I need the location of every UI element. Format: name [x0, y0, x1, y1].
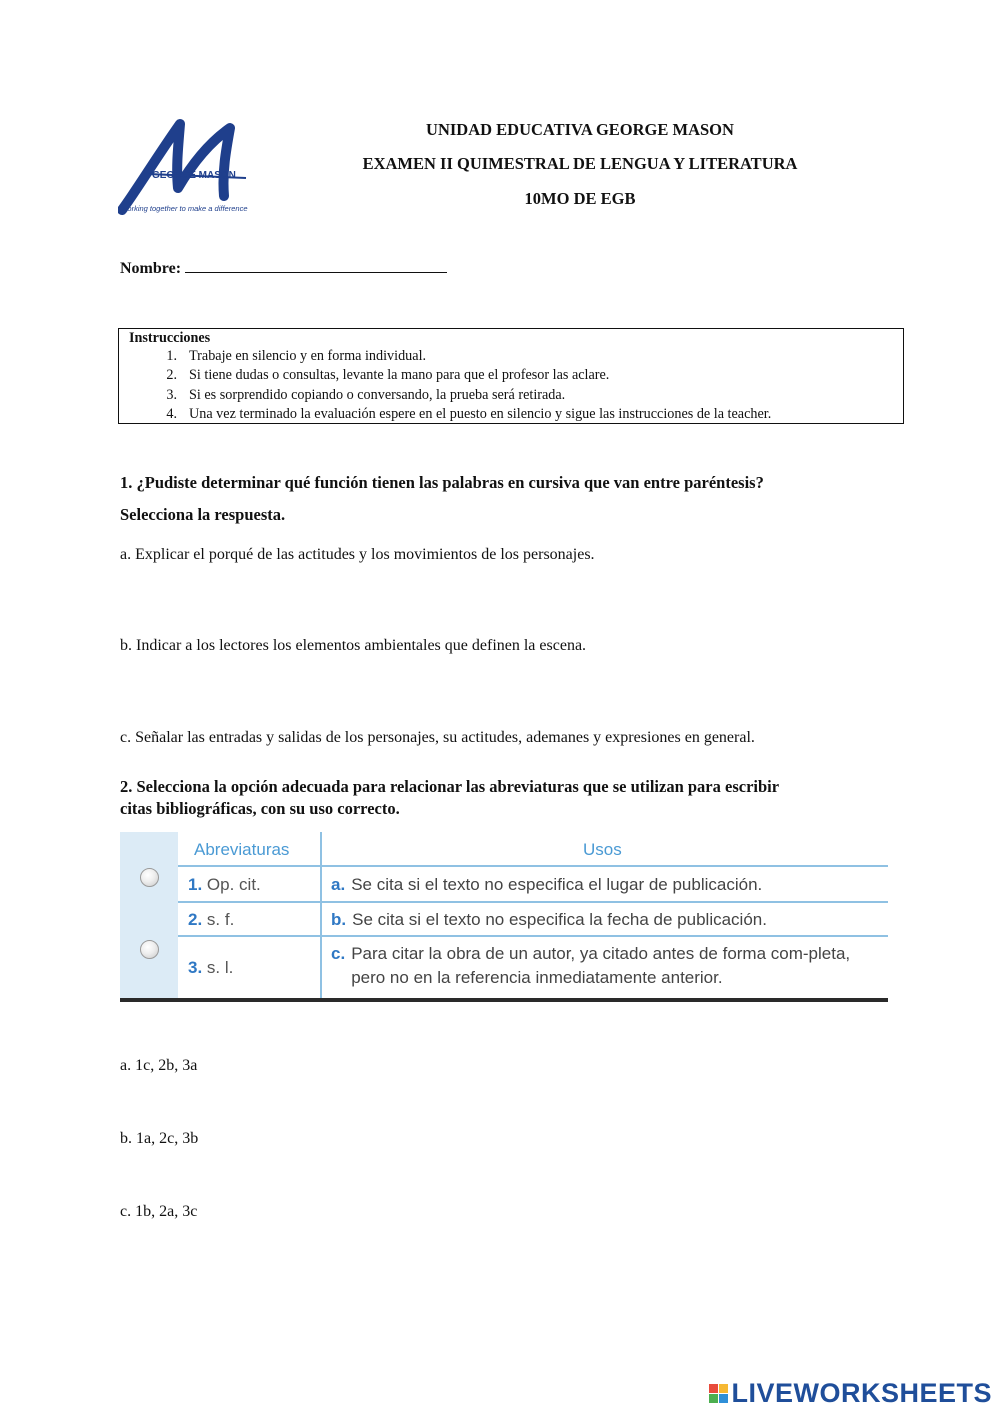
- instructions-title: Instrucciones: [129, 330, 211, 346]
- table-row-abbr: 2. s. f.: [188, 910, 235, 929]
- table-row-use: a. Se cita si el texto no especifica el lugar de publicación.: [331, 875, 763, 894]
- question-1-option-a[interactable]: a. Explicar el porqué de las actitudes y los movimientos de los personajes.: [120, 546, 595, 563]
- table-row-use: c. Para citar la obra de un autor, ya citado antes de forma com-pleta, pero no en la referencia inmediatamente anterior.: [331, 944, 851, 987]
- table-bottom-rule: [120, 998, 888, 1002]
- brand-text: LIVEWORKSHEETS: [731, 1378, 992, 1408]
- question-1-instruction: Selecciona la respuesta.: [120, 505, 286, 524]
- table-divider: [178, 865, 888, 867]
- table-row-abbr: 1. Op. cit.: [188, 875, 261, 894]
- brand-square: [719, 1384, 728, 1393]
- logo-name: GEORGE MASON: [152, 170, 236, 181]
- school-logo-mark: [118, 118, 278, 218]
- table-row-use: b. Se cita si el texto no especifica la fecha de publicación.: [331, 910, 767, 929]
- question-1-text: 1. ¿Pudiste determinar qué función tienen las palabras en cursiva que van entre paréntesis?: [120, 473, 764, 492]
- logo-tagline: working together to make a difference: [122, 204, 248, 213]
- school-logo: [118, 118, 278, 218]
- instruction-item: 1. Trabaje en silencio y en forma individual.: [166, 348, 427, 364]
- instruction-item: 2. Si tiene dudas o consultas, levante la mano para que el profesor las aclare.: [166, 367, 610, 384]
- brand-square: [719, 1394, 728, 1403]
- liveworksheets-brand: [709, 1378, 992, 1409]
- instructions-box: [118, 328, 904, 424]
- question-2-text: 2. Selecciona la opción adecuada para relacionar las abreviaturas que se utilizan para escribir: [120, 777, 780, 796]
- question-1-option-b[interactable]: b. Indicar a los lectores los elementos ambientales que definen la escena.: [120, 637, 587, 654]
- exam-title: EXAMEN II QUIMESTRAL DE LENGUA Y LITERATURA: [362, 154, 798, 173]
- table-divider: [320, 832, 322, 998]
- instruction-item: 3. Si es sorprendido copiando o conversando, la prueba será retirada.: [166, 386, 566, 403]
- question-2-text-cont: citas bibliográficas, con su uso correcto.: [120, 799, 400, 818]
- abbreviations-table: [120, 832, 888, 1004]
- radio-button[interactable]: [140, 868, 159, 887]
- radio-button[interactable]: [140, 940, 159, 959]
- table-header-uses: Usos: [583, 840, 622, 859]
- table-row-abbr: 3. s. l.: [188, 958, 234, 977]
- brand-square: [709, 1394, 718, 1403]
- question-1-option-c[interactable]: c. Señalar las entradas y salidas de los personajes, su actitudes, ademanes y expresiones en general.: [120, 729, 755, 746]
- grade-level: 10MO DE EGB: [524, 189, 636, 208]
- question-2-option-b[interactable]: b. 1a, 2c, 3b: [120, 1130, 199, 1147]
- table-body: [178, 832, 888, 998]
- question-2-option-c[interactable]: c. 1b, 2a, 3c: [120, 1203, 198, 1220]
- table-header-abbreviations: Abreviaturas: [194, 840, 290, 859]
- brand-square: [709, 1384, 718, 1393]
- question-2-option-a[interactable]: a. 1c, 2b, 3a: [120, 1057, 198, 1074]
- name-label: Nombre:: [120, 260, 182, 277]
- brand-logo-icon: [709, 1384, 729, 1404]
- table-side-band: [120, 832, 178, 998]
- table-divider: [178, 935, 888, 937]
- name-field: [120, 258, 447, 278]
- name-input-line[interactable]: [185, 258, 447, 273]
- instruction-item: 4. Una vez terminado la evaluación espere en el puesto en silencio y sigue las instrucciones de la teacher.: [166, 405, 772, 422]
- table-divider: [178, 901, 888, 903]
- school-name: UNIDAD EDUCATIVA GEORGE MASON: [426, 120, 734, 139]
